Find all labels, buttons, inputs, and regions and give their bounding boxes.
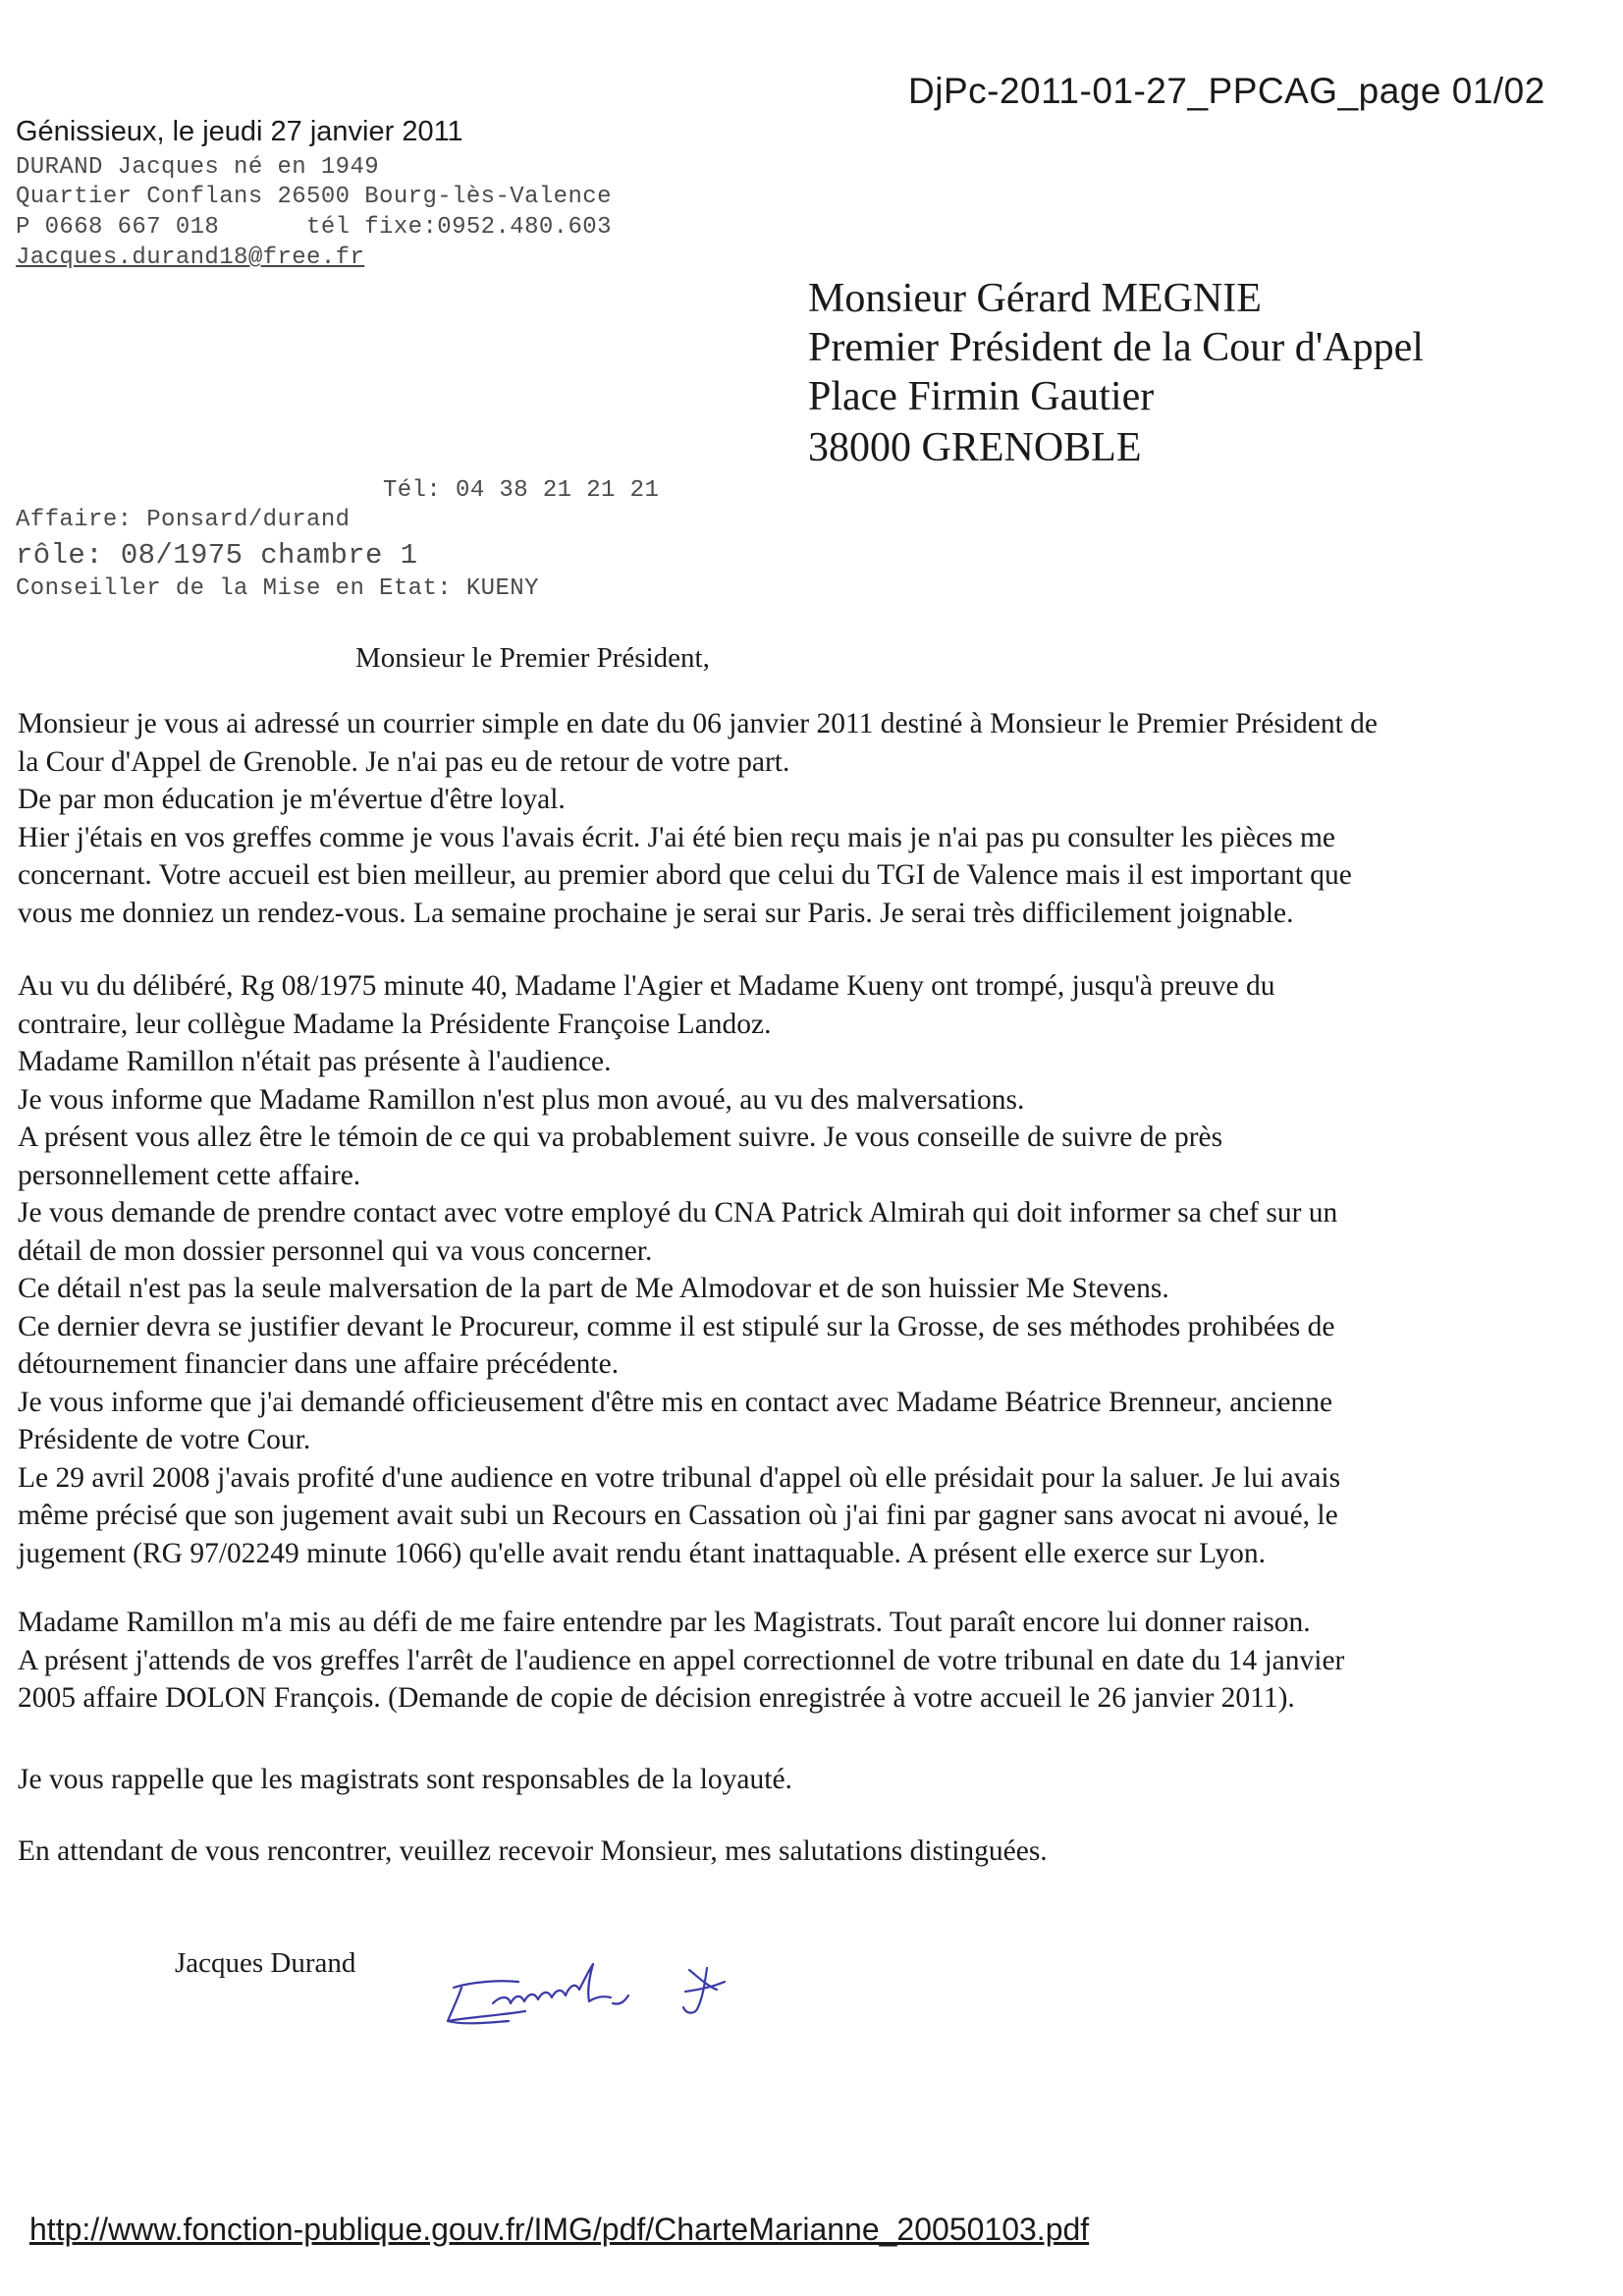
paragraph-4 bbox=[18, 1761, 1549, 1799]
salutation: Monsieur le Premier Président, bbox=[355, 642, 710, 674]
text-line: vous me donniez un rendez-vous. La semaine prochaine je serai sur Paris. Je serai très difficilement joignable. bbox=[18, 897, 1294, 929]
place-and-date: Génissieux, le jeudi 27 janvier 2011 bbox=[16, 116, 463, 147]
text-line: Présidente de votre Cour. bbox=[18, 1424, 311, 1455]
text-line: détail de mon dossier personnel qui va vous concerner. bbox=[18, 1234, 653, 1267]
paragraph-3 bbox=[18, 1604, 1549, 1718]
text-line: En attendant de vous rencontrer, veuillez recevoir Monsieur, mes salutations distinguées. bbox=[18, 1835, 1048, 1867]
footer-url-link[interactable]: http://www.fonction-publique.gouv.fr/IMG/pdf/CharteMarianne_20050103.pdf bbox=[29, 2212, 1090, 2247]
recipient-city: 38000 GRENOBLE bbox=[808, 425, 1142, 470]
text-line: contraire, leur collègue Madame la Présidente Françoise Landoz. bbox=[18, 1008, 772, 1040]
text-line: A présent j'attends de vos greffes l'arrêt de l'audience en appel correctionnel de votre tribunal en date du 14 janvier bbox=[18, 1644, 1345, 1676]
case-affaire: Affaire: Ponsard/durand bbox=[16, 507, 351, 533]
text-line: 2005 affaire DOLON François. (Demande de copie de décision enregistrée à votre accueil le 26 janvier 2011). bbox=[18, 1682, 1295, 1714]
case-telephone: Tél: 04 38 21 21 21 bbox=[383, 477, 660, 504]
text-line: personnellement cette affaire. bbox=[18, 1159, 361, 1191]
text-line: Au vu du délibéré, Rg 08/1975 minute 40, Madame l'Agier et Madame Kueny ont trompé, jusqu'à preuve du bbox=[18, 970, 1275, 1002]
text-line: jugement (RG 97/02249 minute 1066) qu'elle avait rendu étant inattaquable. A présent elle exerce sur Lyon. bbox=[18, 1537, 1266, 1569]
text-line: Je vous informe que j'ai demandé officieusement d'être mis en contact avec Madame Béatrice Brenneur, ancienne bbox=[18, 1386, 1333, 1418]
case-role: rôle: 08/1975 chambre 1 bbox=[16, 539, 418, 572]
paragraph-2 bbox=[18, 967, 1549, 1572]
sender-phone-line: P 0668 667 018 tél fixe:0952.480.603 bbox=[16, 214, 612, 241]
text-line: concernant. Votre accueil est bien meilleur, au premier abord que celui du TGI de Valence mais il est important que bbox=[18, 859, 1352, 891]
text-line: Je vous informe que Madame Ramillon n'est plus mon avoué, au vu des malversations. bbox=[18, 1083, 1025, 1116]
case-conseiller: Conseiller de la Mise en Etat: KUENY bbox=[16, 575, 539, 602]
text-line: A présent vous allez être le témoin de ce qui va probablement suivre. Je vous conseille de suivre de près bbox=[18, 1121, 1223, 1153]
text-line: Madame Ramillon n'était pas présente à l'audience. bbox=[18, 1046, 612, 1077]
text-line: De par mon éducation je m'évertue d'être loyal. bbox=[18, 784, 566, 815]
recipient-name: Monsieur Gérard MEGNIE bbox=[808, 276, 1262, 321]
text-line: détournement financier dans une affaire précédente. bbox=[18, 1348, 620, 1380]
text-line: la Cour d'Appel de Grenoble. Je n'ai pas eu de retour de votre part. bbox=[18, 745, 790, 778]
text-line: Le 29 avril 2008 j'avais profité d'une audience en votre tribunal d'appel où elle présidait pour la saluer. Je lui avais bbox=[18, 1461, 1341, 1494]
paragraph-1 bbox=[18, 705, 1549, 932]
paragraph-5 bbox=[18, 1832, 1549, 1871]
sender-email-link[interactable]: Jacques.durand18@free.fr bbox=[16, 245, 365, 271]
text-line: Hier j'étais en vos greffes comme je vous l'avais écrit. J'ai été bien reçu mais je n'ai pas pu consulter les pièces me bbox=[18, 821, 1336, 853]
text-line: Ce détail n'est pas la seule malversation de la part de Me Almodovar et de son huissier Me Stevens. bbox=[18, 1273, 1169, 1304]
recipient-street: Place Firmin Gautier bbox=[808, 374, 1155, 419]
recipient-title: Premier Président de la Cour d'Appel bbox=[808, 325, 1424, 370]
sender-name-line: DURAND Jacques né en 1949 bbox=[16, 154, 380, 181]
text-line: Je vous demande de prendre contact avec votre employé du CNA Patrick Almirah qui doit informer sa chef sur un bbox=[18, 1197, 1338, 1229]
text-line: Ce dernier devra se justifier devant le Procureur, comme il est stipulé sur la Grosse, de ses méthodes prohibées de bbox=[18, 1310, 1335, 1342]
text-line: Monsieur je vous ai adressé un courrier simple en date du 06 janvier 2011 destiné à Monsieur le Premier Président de bbox=[18, 708, 1379, 739]
sender-address-line: Quartier Conflans 26500 Bourg-lès-Valence bbox=[16, 184, 612, 210]
text-line: Je vous rappelle que les magistrats sont responsables de la loyauté. bbox=[18, 1764, 792, 1795]
handwritten-signature bbox=[432, 1952, 776, 2060]
text-line: même précisé que son jugement avait subi un Recours en Cassation où j'ai fini par gagner sans avocat ni avoué, le bbox=[18, 1500, 1338, 1531]
signature-name: Jacques Durand bbox=[175, 1947, 356, 1979]
document-reference: DjPc-2011-01-27_PPCAG_page 01/02 bbox=[908, 71, 1545, 111]
text-line: Madame Ramillon m'a mis au défi de me faire entendre par les Magistrats. Tout paraît encore lui donner raison. bbox=[18, 1607, 1311, 1638]
